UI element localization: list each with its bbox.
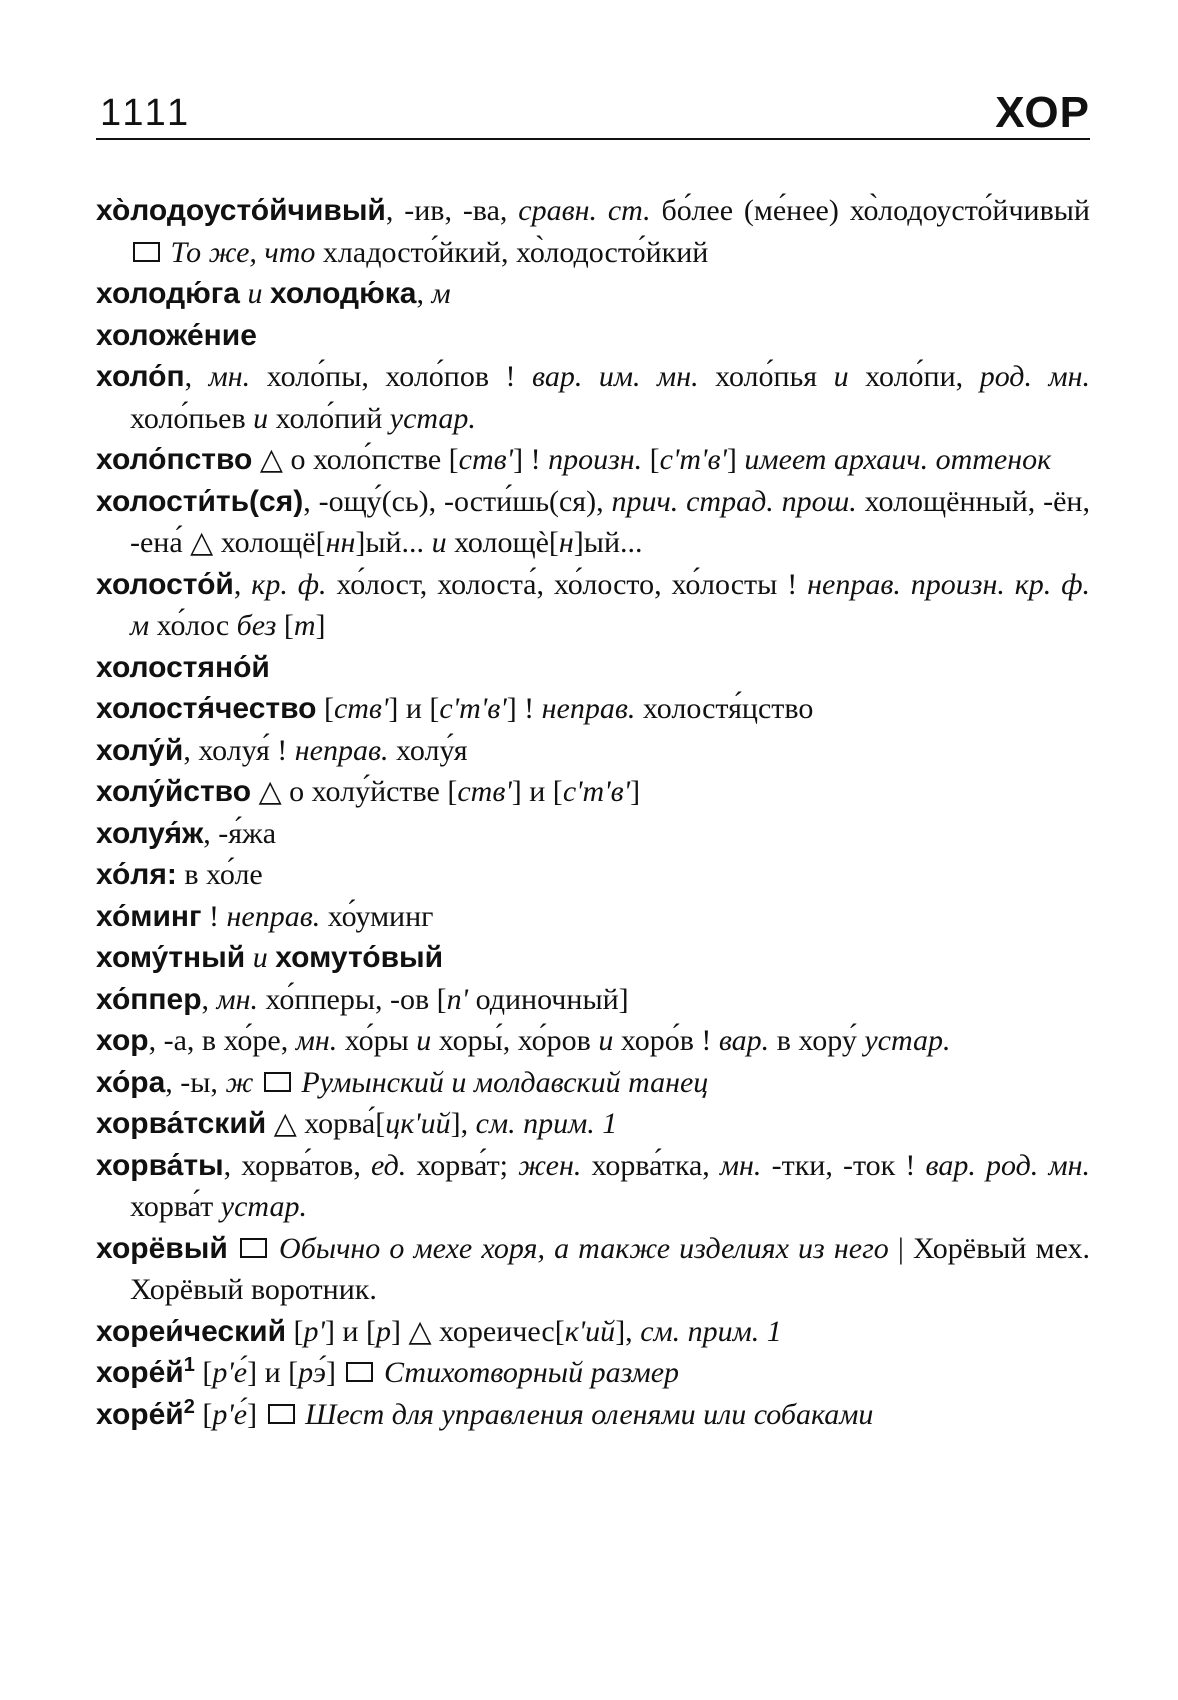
running-head: ХОР bbox=[995, 88, 1090, 137]
dictionary-entry: хо́минг ! неправ. хо́уминг bbox=[96, 899, 434, 933]
dictionary-entry: холуя́ж, -я́жа bbox=[96, 816, 277, 850]
headword: хоре́й bbox=[96, 1397, 184, 1431]
dictionary-entry: хореи́ческий [р'] и [р] △ хореичес[к'ий], см. прим. 1 bbox=[96, 1314, 782, 1348]
dictionary-entry: хорёвый Обычно о мехе хоря, а также изделиях из него | Хорёвый мех. Хорёвый воротник. bbox=[96, 1231, 1091, 1306]
headword: хому́тный bbox=[96, 941, 246, 974]
dictionary-entry: холости́ть(ся), -ощу́(сь), -ости́шь(ся), прич. страд. прош. холощённый, -ён, -ена́ △ холощё[нн]ый... и холощѐ[н]ый... bbox=[96, 484, 1090, 559]
headword: хо̀лодоусто́йчивый bbox=[96, 194, 386, 227]
dictionary-entry bbox=[96, 647, 1090, 689]
headword: холости́ть(ся) bbox=[96, 484, 304, 518]
homonym-number: 1 bbox=[183, 1354, 195, 1376]
dictionary-entry: $хоре́й^1$ [р'е́] и [рэ́] Стихотворный размер bbox=[96, 1354, 680, 1389]
dictionary-entry: хорва́тский △ хорва́[цк'ий], см. прим. 1 bbox=[96, 1107, 618, 1140]
dictionary-entry: хому́тный и хомуто́вый bbox=[96, 941, 444, 974]
headword: хорва́ты bbox=[96, 1148, 224, 1182]
headword: хо́ра bbox=[96, 1065, 166, 1099]
dictionary-entry: хо́ля: в хо́ле bbox=[96, 858, 263, 891]
headword: холосто́й bbox=[96, 567, 234, 601]
homonym-number: 2 bbox=[183, 1395, 195, 1418]
dictionary-entry: холо́п, мн. холо́пы, холо́пов ! вар. им. мн. холо́пья и холо́пи, род. мн. холо́пьев и холо́пий устар. bbox=[96, 360, 1091, 435]
dictionary-entry: хор, -а, в хо́ре, мн. хо́ры и хоры́, хо́ров и хоро́в ! вар. в хору́ устар. bbox=[96, 1024, 951, 1057]
dictionary-entry: холосто́й, кр. ф. хо́лост, холоста́, хо́лосто, хо́лосты ! неправ. произн. кр. ф. м хо́лос без [т] bbox=[96, 567, 1091, 642]
headword: хор bbox=[96, 1024, 149, 1057]
headword: холодю́ка bbox=[269, 277, 417, 310]
headword: холу́й bbox=[96, 733, 184, 767]
box-icon bbox=[240, 1238, 267, 1258]
dictionary-entry: холу́йство △ о холу́йстве [ств'] и [с'т'в'] bbox=[96, 775, 641, 808]
headword: холо́пство bbox=[96, 443, 253, 476]
headword: хо́ппер bbox=[96, 982, 202, 1016]
headword: холо́п bbox=[96, 360, 185, 393]
headword: холостяно́й bbox=[96, 650, 270, 684]
box-icon bbox=[133, 242, 160, 262]
dictionary-entry: $хоре́й^2$ [р'е́] Шест для управления оленями или собаками bbox=[96, 1395, 874, 1431]
entries-list bbox=[96, 190, 1090, 1435]
dictionary-entry: хо̀лодоусто́йчивый, -ив, -ва, сравн. ст. бо́лее (ме́нее) хо̀лодоусто́йчивый То же, что хладосто́йкий, хо̀лодосто́йкий bbox=[96, 194, 1090, 269]
headword: холу́йство bbox=[96, 775, 252, 808]
headword: хо́ля: bbox=[96, 858, 177, 891]
dictionary-entry: холодю́га и холодю́ка, м bbox=[96, 277, 451, 310]
dictionary-entry bbox=[96, 315, 1090, 357]
headword: хомуто́вый bbox=[275, 941, 444, 974]
headword: хорёвый bbox=[96, 1231, 228, 1265]
page-header bbox=[96, 80, 1090, 140]
box-icon bbox=[264, 1072, 291, 1092]
box-icon bbox=[268, 1404, 295, 1424]
headword: хорва́тский bbox=[96, 1107, 267, 1140]
headword: холодю́га bbox=[96, 277, 240, 310]
box-icon bbox=[346, 1362, 373, 1382]
headword: холоже́ние bbox=[96, 318, 257, 352]
headword: холуя́ж bbox=[96, 816, 204, 850]
headword: хо́минг bbox=[96, 899, 202, 933]
dictionary-entry: холостя́чество [ств'] и [с'т'в'] ! неправ. холостя́цство bbox=[96, 692, 814, 725]
dictionary-entry: холо́пство △ о холо́пстве [ств'] ! произн. [с'т'в'] имеет архаич. оттенок bbox=[96, 443, 1052, 476]
dictionary-entry: хо́ппер, мн. хо́пперы, -ов [п' одиночный] bbox=[96, 982, 629, 1016]
headword: хореи́ческий bbox=[96, 1314, 287, 1348]
headword: холостя́чество bbox=[96, 692, 317, 725]
dictionary-entry: хо́ра, -ы, ж Румынский и молдавский танец bbox=[96, 1065, 709, 1099]
dictionary-entry: хорва́ты, хорва́тов, ед. хорва́т; жен. хорва́тка, мн. -тки, -ток ! вар. род. мн. хорва́т устар. bbox=[96, 1148, 1090, 1223]
headword: хоре́й bbox=[96, 1356, 184, 1389]
dictionary-entry: холу́й, холуя́ ! неправ. холу́я bbox=[96, 733, 468, 767]
page-number: 1111 bbox=[100, 92, 193, 134]
